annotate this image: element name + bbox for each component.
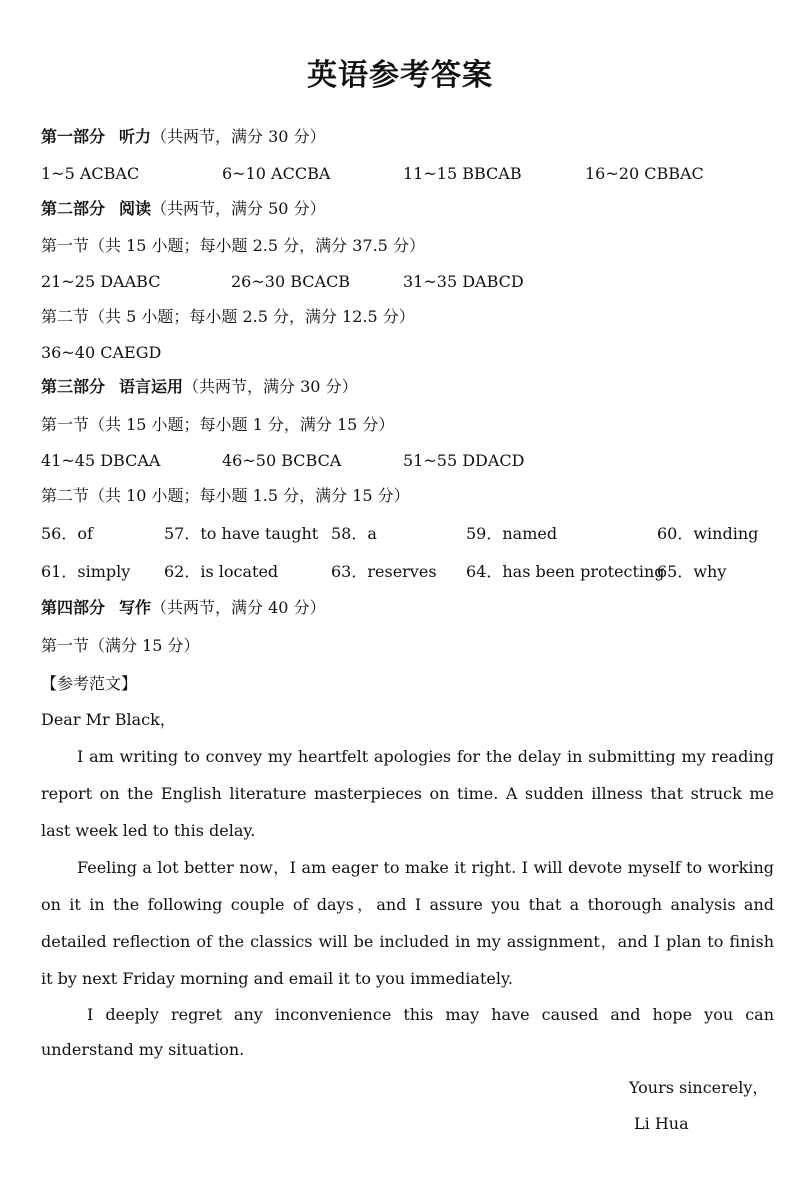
part4-header bbox=[41, 598, 326, 618]
part3-header bbox=[41, 377, 358, 397]
blank-answer: 60．winding bbox=[657, 524, 759, 543]
blank-answer: 62．is located bbox=[164, 562, 279, 581]
part4-note: （共两节，满分 40 分） bbox=[151, 598, 326, 617]
answer-group: 31~35 DABCD bbox=[403, 272, 524, 291]
letter-closing: Yours sincerely， bbox=[629, 1078, 769, 1097]
part2-note: （共两节，满分 50 分） bbox=[151, 199, 326, 218]
part2-heading: 第二部分 bbox=[41, 199, 106, 218]
part2-section1-note: 第一节（共 15 小题；每小题 2.5 分，满分 37.5 分） bbox=[41, 236, 425, 255]
letter-signature: Li Hua bbox=[634, 1114, 689, 1133]
blank-answer: 61．simply bbox=[41, 562, 131, 581]
part3-section2-note: 第二节（共 10 小题；每小题 1.5 分，满分 15 分） bbox=[41, 486, 410, 505]
part4-heading: 第四部分 bbox=[41, 598, 106, 617]
blank-answer: 59．named bbox=[466, 524, 558, 543]
part3-heading: 第三部分 bbox=[41, 377, 106, 396]
part1-note: （共两节，满分 30 分） bbox=[151, 127, 326, 146]
part1-header bbox=[41, 127, 326, 147]
letter-paragraph: I deeply regret any inconvenience this may have caused and hope you can understand my situation. bbox=[41, 1005, 774, 1059]
answer-group: 6~10 ACCBA bbox=[222, 164, 331, 183]
page-title: 英语参考答案 bbox=[307, 58, 493, 93]
answer-group: 21~25 DAABC bbox=[41, 272, 161, 291]
answer-group: 1~5 ACBAC bbox=[41, 164, 140, 183]
answer-group: 51~55 DDACD bbox=[403, 451, 525, 470]
part2-section2-note: 第二节（共 5 小题；每小题 2.5 分，满分 12.5 分） bbox=[41, 307, 415, 326]
part2-name: 阅读 bbox=[119, 199, 152, 218]
answer-group: 41~45 DBCAA bbox=[41, 451, 161, 470]
blank-answer: 64．has been protecting bbox=[466, 562, 665, 581]
answer-group: 26~30 BCACB bbox=[231, 272, 351, 291]
blank-answer: 63．reserves bbox=[331, 562, 437, 581]
letter-paragraph: I am writing to convey my heartfelt apologies for the delay in submitting my reading report on the English literature masterpieces on time. A sudden illness that struck me last week led to this delay. bbox=[41, 747, 774, 840]
sample-essay-label: 【参考范文】 bbox=[41, 674, 138, 693]
blank-answer: 57．to have taught bbox=[164, 524, 319, 543]
blank-answer: 65．why bbox=[657, 562, 727, 581]
part4-name: 写作 bbox=[119, 598, 152, 617]
part1-name: 听力 bbox=[119, 127, 152, 146]
part3-note: （共两节，满分 30 分） bbox=[183, 377, 358, 396]
letter-salutation: Dear Mr Black， bbox=[41, 710, 176, 729]
answer-group: 16~20 CBBAC bbox=[585, 164, 704, 183]
part1-heading: 第一部分 bbox=[41, 127, 106, 146]
part2-header bbox=[41, 199, 326, 219]
part3-section1-note: 第一节（共 15 小题；每小题 1 分，满分 15 分） bbox=[41, 415, 395, 434]
blank-answer: 56．of bbox=[41, 524, 93, 543]
answer-group: 46~50 BCBCA bbox=[222, 451, 342, 470]
letter-paragraph: Feeling a lot better now，I am eager to make it right. I will devote myself to working on it in the following couple of days，and I assure you that a thorough analysis and detailed reflection of the classics will be included in my assignment，and I plan to finish it by next Friday morning and email it to you immediately. bbox=[41, 858, 774, 988]
blank-answer: 58．a bbox=[331, 524, 377, 543]
answer-group: 11~15 BBCAB bbox=[403, 164, 522, 183]
part4-section1-note: 第一节（满分 15 分） bbox=[41, 636, 200, 655]
part3-name: 语言运用 bbox=[119, 377, 184, 396]
answer-group: 36~40 CAEGD bbox=[41, 343, 162, 362]
